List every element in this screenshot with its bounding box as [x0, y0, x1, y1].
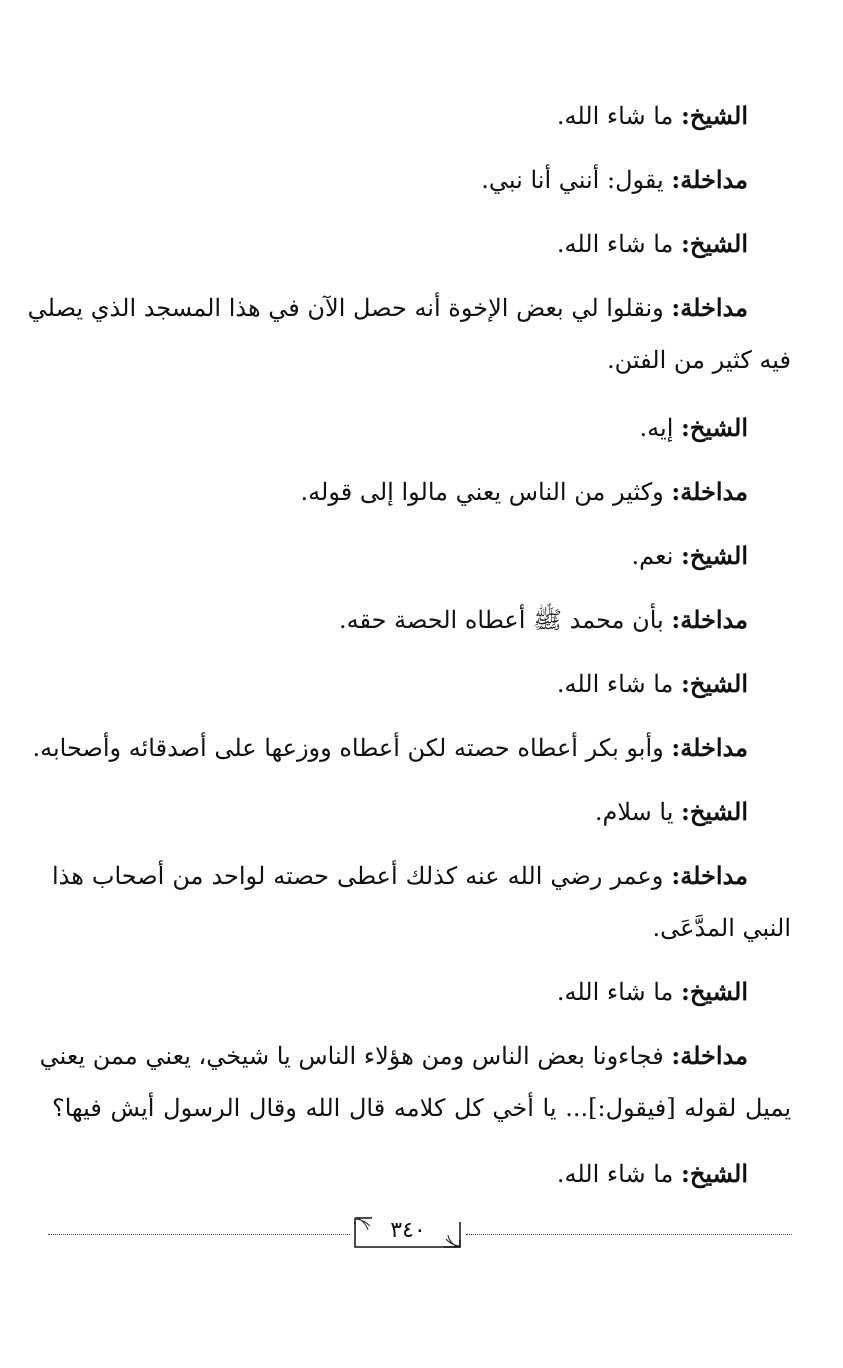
dialogue-line-continuation	[652, 910, 791, 946]
line-text: ما شاء الله.	[556, 102, 682, 130]
dialogue-line	[557, 98, 748, 134]
speaker-label: مداخلة:	[671, 1041, 748, 1070]
speaker-label: مداخلة:	[671, 477, 748, 506]
speaker-label: الشيخ:	[681, 413, 748, 442]
line-text: يا سلام.	[594, 798, 682, 826]
dialogue-line	[32, 730, 748, 766]
speaker-label: مداخلة:	[671, 861, 748, 890]
line-text: يميل لقوله [فيقول:]... يا أخي كل كلامه قال الله وقال الرسول أيش فيها؟	[52, 1094, 791, 1122]
dialogue-line	[632, 538, 748, 574]
line-text: ما شاء الله.	[556, 670, 682, 698]
dialogue-line	[640, 410, 748, 446]
dialogue-line	[557, 1156, 748, 1192]
speaker-label: الشيخ:	[681, 669, 748, 698]
dialogue-line	[557, 226, 748, 262]
line-text: فجاءونا بعض الناس ومن هؤلاء الناس يا شيخي، يعني ممن يعني	[39, 1042, 672, 1070]
line-text: ونقلوا لي بعض الإخوة أنه حصل الآن في هذا المسجد الذي يصلي	[27, 294, 672, 322]
page-number: ٣٤٠	[390, 1218, 426, 1243]
dialogue-line	[339, 602, 748, 638]
speaker-label: الشيخ:	[681, 229, 748, 258]
line-text: النبي المدَّعَى.	[652, 914, 791, 942]
line-text: ما شاء الله.	[556, 978, 682, 1006]
speaker-label: الشيخ:	[681, 541, 748, 570]
dialogue-line-continuation	[52, 1090, 791, 1126]
line-text: ما شاء الله.	[556, 1160, 682, 1188]
line-text: نعم.	[631, 542, 682, 570]
speaker-label: مداخلة:	[671, 605, 748, 634]
dialogue-line	[595, 794, 748, 830]
line-text: ما شاء الله.	[556, 230, 682, 258]
dialogue-line	[481, 162, 748, 198]
speaker-label: الشيخ:	[681, 101, 748, 130]
speaker-label: مداخلة:	[671, 165, 748, 194]
dialogue-line	[301, 474, 748, 510]
line-text: وأبو بكر أعطاه حصته لكن أعطاه ووزعها على أصدقائه وأصحابه.	[32, 734, 672, 762]
footer-divider-right	[466, 1234, 792, 1235]
line-text: يقول: أنني أنا نبي.	[481, 166, 672, 194]
speaker-label: الشيخ:	[681, 977, 748, 1006]
dialogue-line-continuation	[607, 342, 791, 378]
speaker-label: مداخلة:	[671, 293, 748, 322]
dialogue-line	[39, 1038, 748, 1074]
line-text: إيه.	[639, 414, 682, 442]
speaker-label: مداخلة:	[671, 733, 748, 762]
dialogue-line	[557, 666, 748, 702]
line-text: وعمر رضي الله عنه كذلك أعطى حصته لواحد من أصحاب هذا	[52, 862, 672, 890]
footer-divider-left	[48, 1234, 350, 1235]
speaker-label: الشيخ:	[681, 797, 748, 826]
line-text: بأن محمد ﷺ أعطاه الحصة حقه.	[338, 606, 672, 634]
line-text: فيه كثير من الفتن.	[606, 346, 791, 374]
line-text: وكثير من الناس يعني مالوا إلى قوله.	[300, 478, 672, 506]
page-number-frame	[352, 1214, 464, 1250]
dialogue-line	[27, 290, 748, 326]
dialogue-line	[557, 974, 748, 1010]
dialogue-line	[52, 858, 748, 894]
speaker-label: الشيخ:	[681, 1159, 748, 1188]
